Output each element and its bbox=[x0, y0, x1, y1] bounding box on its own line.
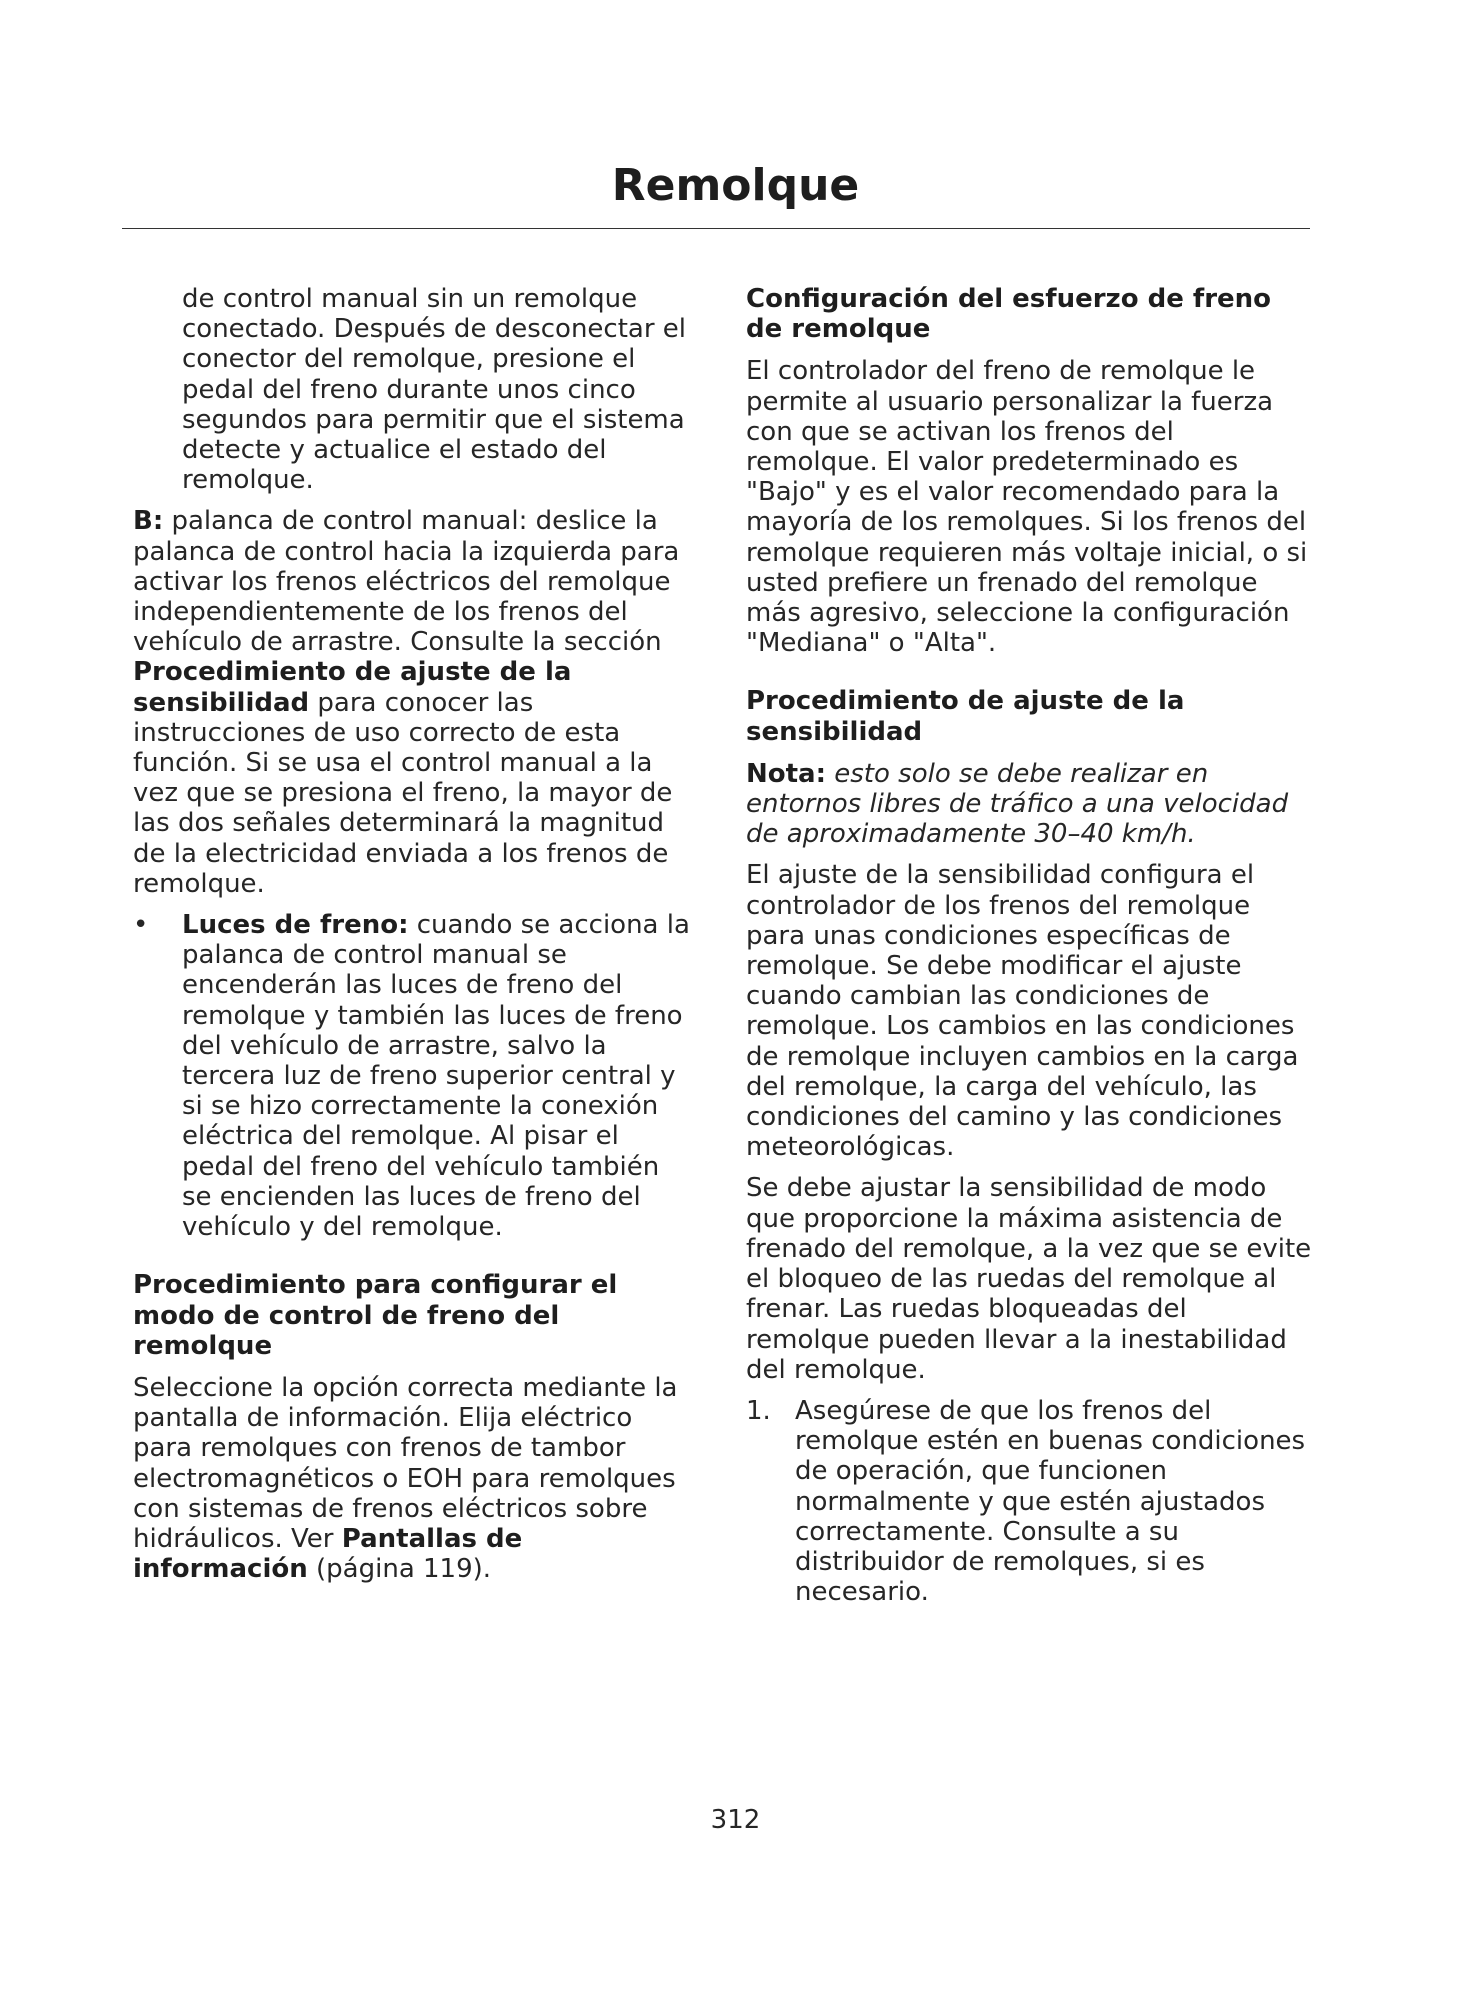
page-reference: (página 119). bbox=[307, 1554, 492, 1585]
brake-lights-bullet bbox=[133, 910, 693, 1242]
step-number: 1. bbox=[746, 1395, 771, 1426]
lever-b-label: B: bbox=[133, 506, 164, 537]
continued-paragraph: de control manual sin un remolque conectado. Después de desconectar el conector del remolque, presione el pedal del freno durante unos cinco segundos para permitir que el sistema detecte y actualice el estado del remolque. bbox=[182, 284, 687, 496]
page-title: Remolque bbox=[611, 160, 860, 211]
mode-config-paragraph bbox=[133, 1373, 693, 1584]
title-divider bbox=[122, 228, 1310, 229]
info-displays-link[interactable]: Pantallas de información bbox=[133, 1523, 523, 1585]
right-column bbox=[746, 284, 1312, 1618]
brake-effort-heading: Configuración del esfuerzo de freno de remolque bbox=[746, 284, 1272, 345]
bullet-text-block bbox=[182, 910, 693, 1242]
sensitivity-paragraph: El ajuste de la sensibilidad configura el controlador de los frenos del remolque para unas condiciones específicas de remolque. Se debe modificar el ajuste cuando cambian las condiciones de remolque. Los cambios en las condiciones de remolque incluyen cambios en la carga del remolque, la carga del vehículo, las condiciones del camino y las condiciones meteorológicas. bbox=[746, 860, 1299, 1163]
sensitivity-heading: Procedimiento de ajuste de la sensibilidad bbox=[746, 686, 1185, 747]
lever-b-paragraph bbox=[133, 506, 693, 899]
mode-config-text: Seleccione la opción correcta mediante la pantalla de información. Elija eléctrico para remolques con frenos de tambor electromagnéticos o EOH para remolques con sistemas de frenos eléctricos sobre hidráulicos. Ver bbox=[133, 1372, 678, 1554]
bullet-marker: • bbox=[133, 910, 149, 941]
mode-config-heading: Procedimiento para configurar el modo de control de freno del remolque bbox=[133, 1270, 618, 1361]
bullet-text: cuando se acciona la palanca de control manual se encenderán las luces de freno del remolque y también las luces de freno del vehículo de arrastre, salvo la tercera luz de freno superior central y si se hizo correctamente la conexión eléctrica del remolque. Al pisar el pedal del freno del vehículo también se encienden las luces de freno del vehículo y del remolque. bbox=[182, 910, 690, 1243]
step-text: Asegúrese de que los frenos del remolque estén en buenas condiciones de operación, que funcionen normalmente y que estén ajustados correctamente. Consulte a su distribuidor de remolques, si es necesario. bbox=[795, 1395, 1306, 1608]
sensitivity-procedure-link[interactable]: Procedimiento de ajuste de la sensibilidad bbox=[133, 657, 572, 718]
brake-effort-paragraph: El controlador del freno de remolque le permite al usuario personalizar la fuerza con que se activan los frenos del remolque. El valor predeterminado es "Bajo" y es el valor recomendado para la mayoría de los remolques. Si los frenos del remolque requieren más voltaje inicial, o si usted prefiere un frenado del remolque más agresivo, seleccione la configuración "Mediana" o "Alta". bbox=[746, 356, 1308, 659]
page-number: 312 bbox=[710, 1805, 761, 1835]
lever-b-text-continued: para conocer las instrucciones de uso correcto de esta función. Si se usa el control manual a la vez que se presiona el freno, la mayor de las dos señales determinará la magnitud de la electricidad enviada a los frenos de remolque. bbox=[133, 687, 673, 899]
left-column bbox=[133, 284, 693, 1595]
lever-b-text: palanca de control manual: deslice la palanca de control hacia la izquierda para activar los frenos eléctricos del remolque independientemente de los frenos del vehículo de arrastre. Consulte la sección bbox=[133, 506, 680, 658]
note-paragraph bbox=[746, 759, 1312, 850]
note-text: esto solo se debe realizar en entornos libres de tráfico a una velocidad de aproximadamente 30–40 km/h. bbox=[746, 758, 1289, 850]
step-1 bbox=[746, 1396, 1312, 1607]
adjustment-paragraph: Se debe ajustar la sensibilidad de modo que proporcione la máxima asistencia de frenado del remolque, a la vez que se evite el bloqueo de las ruedas del remolque al frenar. Las ruedas bloqueadas del remolque pueden llevar a la inestabilidad del remolque. bbox=[746, 1173, 1312, 1385]
bullet-label: Luces de freno: bbox=[182, 910, 409, 941]
note-label: Nota: bbox=[746, 758, 826, 789]
